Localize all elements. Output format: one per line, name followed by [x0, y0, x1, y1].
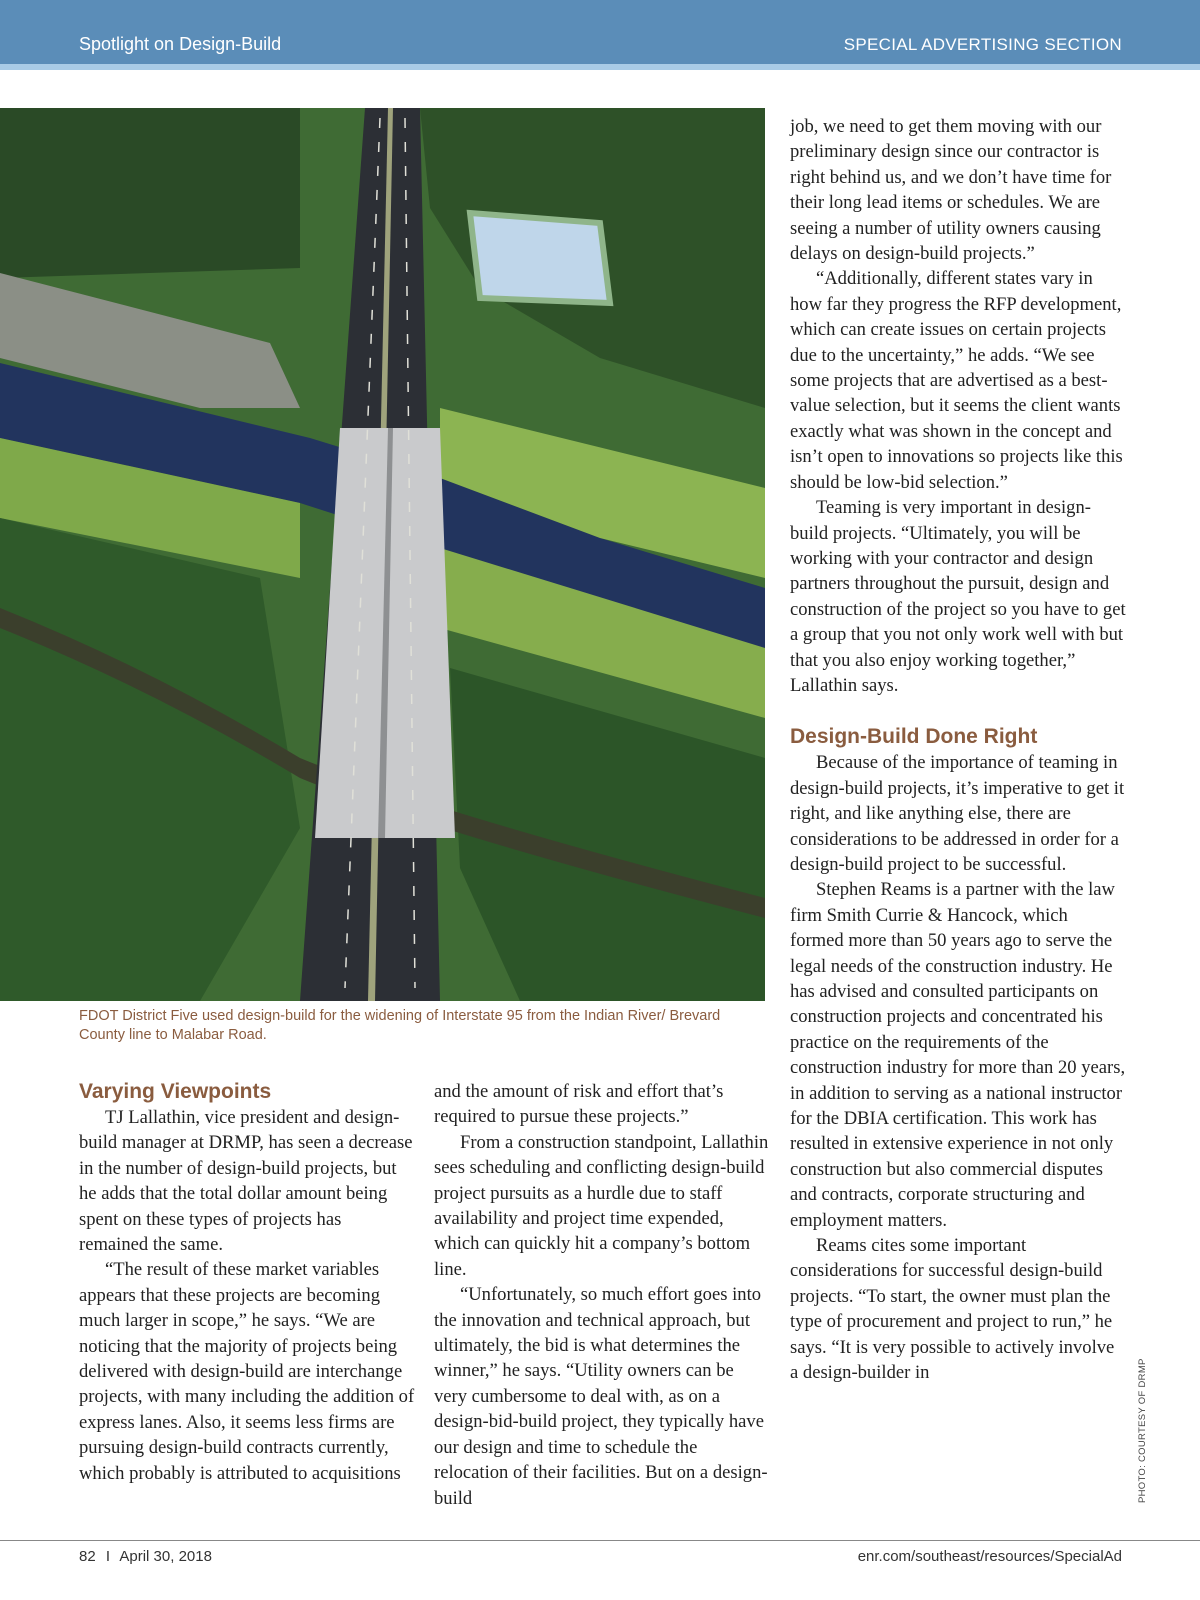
footer-url[interactable]: enr.com/southeast/resources/SpecialAd	[857, 1548, 1122, 1565]
aerial-highway-photo	[0, 108, 765, 1001]
advertising-label: SPECIAL ADVERTISING SECTION	[843, 35, 1122, 54]
section-title: Spotlight on Design-Build	[79, 34, 282, 54]
footer-divider	[0, 1540, 1200, 1541]
article-paragraph: Reams cites some important considerations for successful design-build projects. “To start, the owner must plan the type of procurement and project to run,” he says. “It is very possible to actively involve a design-builder in	[790, 1235, 1115, 1384]
header-stripe	[0, 64, 1200, 70]
subhead-design-build-done-right: Design-Build Done Right	[790, 725, 1038, 749]
article-paragraph: TJ Lallathin, vice president and design-build manager at DRMP, has seen a decrease in the number of design-build projects, but he adds that the total dollar amount being spent on these types of projects has remained the same.	[79, 1107, 413, 1256]
footer-page-info	[79, 1548, 212, 1565]
article-column-2	[434, 1079, 770, 1511]
article-column-1	[79, 1079, 415, 1486]
footer-separator: I	[105, 1548, 111, 1565]
photo-caption: FDOT District Five used design-build for the widening of Interstate 95 from the Indian River/ Brevard County line to Malabar Road.	[79, 1008, 721, 1043]
article-paragraph: “Unfortunately, so much effort goes into the innovation and technical approach, but ultimately, the bid is what determines the winner,” he says. “Utility owners can be very cumbersome to deal with, as on a design-bid-build project, they typically have our design and time to schedule the relocation of their facilities. But on a design-build	[434, 1284, 768, 1509]
article-paragraph: From a construction standpoint, Lallathin sees scheduling and conflicting design-build project pursuits as a hurdle due to staff availability and project time expended, which can quickly hit a company’s bottom line.	[434, 1131, 769, 1280]
article-paragraph: “The result of these market variables appears that these projects are becoming much larger in scope,” he says. “We are noticing that the majority of projects being delivered with design-build are interchange projects, with many including the addition of express lanes. Also, it seems less firms are pursuing design-build contracts currently, which probably is attributed to acquisitions	[79, 1259, 415, 1484]
photo-credit: PHOTO: COURTESY OF DRMP	[1137, 1358, 1148, 1503]
article-column-3	[790, 114, 1126, 1386]
article-paragraph: and the amount of risk and effort that’s required to pursue these projects.”	[434, 1081, 724, 1128]
article-paragraph: Teaming is very important in design-build projects. “Ultimately, you will be working with your contractor and design partners throughout the pursuit, design and construction of the project so you have to get a group that you not only work well with but that you also enjoy working together,” Lallathin says.	[790, 497, 1126, 696]
article-paragraph: “Additionally, different states vary in how far they progress the RFP development, which can create issues on certain projects due to the uncertainty,” he adds. “We see some projects that are advertised as a best-value selection, but it seems the client wants exactly what was shown in the concept and isn’t open to innovations so projects like this should be low-bid selection.”	[790, 268, 1123, 493]
article-paragraph: job, we need to get them moving with our preliminary design since our contractor is right behind us, and we don’t have time for their long lead items or schedules. We are seeing a number of utility owners causing delays on design-build projects.”	[790, 116, 1112, 265]
article-paragraph: Stephen Reams is a partner with the law firm Smith Currie & Hancock, which formed more than 50 years ago to serve the legal needs of the construction industry. He has advised and consulted participants on construction projects and concentrated his practice on the requirements of the construction industry for more than 20 years, in addition to serving as a national instructor for the DBIA certification. This work has resulted in extensive experience in not only construction but also commercial disputes and contracts, corporate structuring and employment matters.	[790, 879, 1126, 1231]
page-number: 82	[79, 1548, 96, 1565]
aerial-photo-illustration	[0, 108, 765, 1001]
subhead-varying-viewpoints: Varying Viewpoints	[79, 1080, 272, 1103]
article-paragraph: Because of the importance of teaming in design-build projects, it’s imperative to get it right, and like anything else, there are considerations to be addressed in order for a design-build project to be successful.	[790, 752, 1125, 875]
issue-date: April 30, 2018	[119, 1548, 212, 1565]
